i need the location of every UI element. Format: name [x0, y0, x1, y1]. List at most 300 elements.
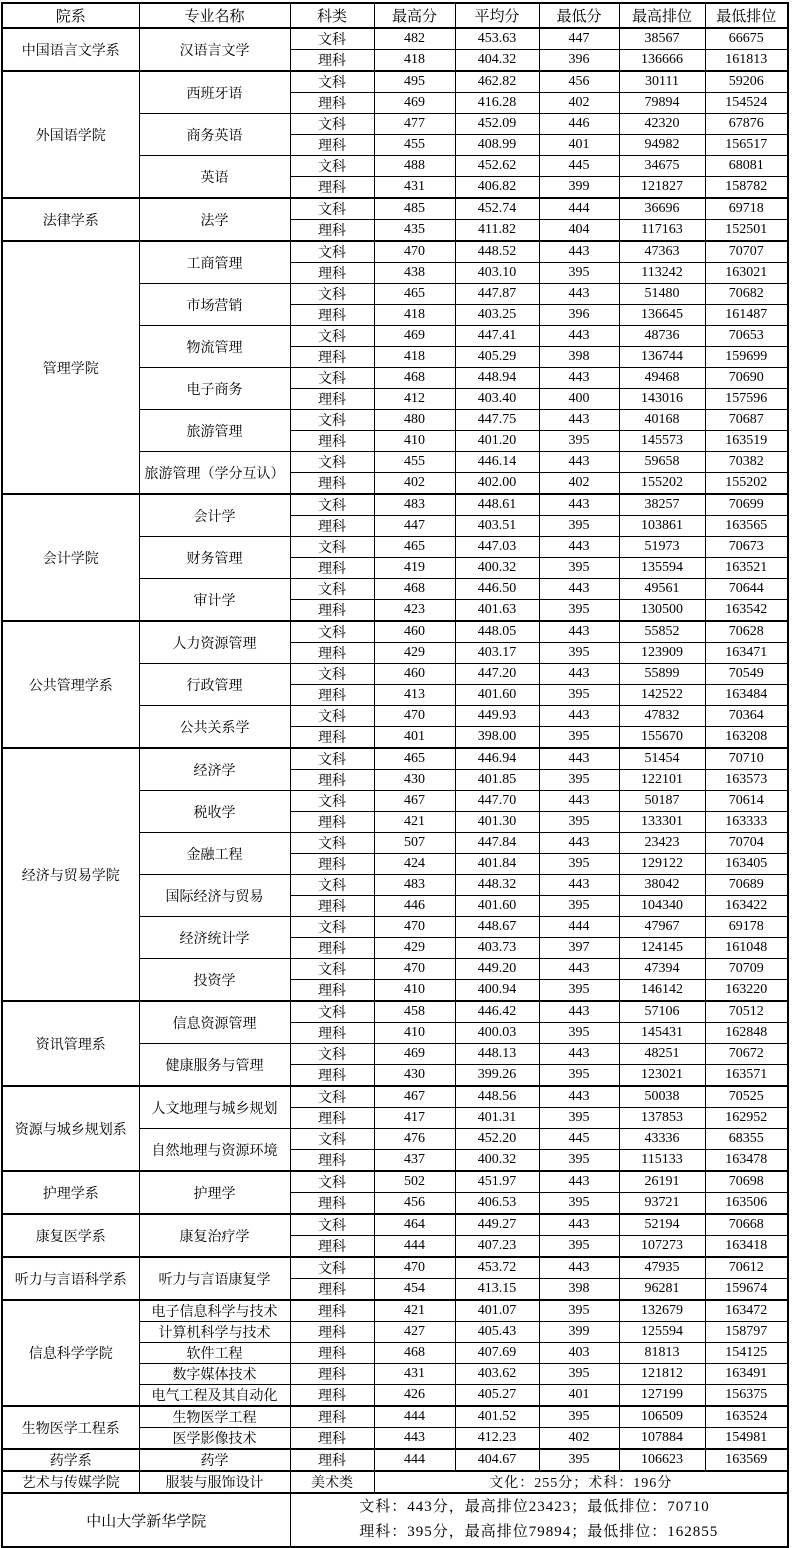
min-score-cell: 402 — [539, 473, 619, 495]
department-cell: 公共管理学系 — [2, 621, 139, 748]
major-cell: 税收学 — [139, 791, 290, 833]
max-score-cell: 470 — [374, 706, 455, 727]
max-score-cell: 426 — [374, 1385, 455, 1407]
min-rank-cell: 156517 — [705, 135, 788, 156]
max-score-cell: 468 — [374, 368, 455, 389]
max-score-cell: 424 — [374, 854, 455, 875]
major-cell: 听力与言语康复学 — [139, 1257, 290, 1300]
max-score-cell: 465 — [374, 284, 455, 305]
max-rank-cell: 26191 — [619, 1171, 705, 1193]
min-rank-cell: 163208 — [705, 727, 788, 749]
min-rank-cell: 163569 — [705, 1449, 788, 1471]
major-cell: 电子信息科学与技术 — [139, 1300, 290, 1322]
avg-score-cell: 447.03 — [455, 537, 539, 558]
avg-score-cell: 404.32 — [455, 50, 539, 72]
category-cell: 文科 — [290, 621, 374, 643]
min-score-cell: 396 — [539, 305, 619, 326]
max-rank-cell: 51480 — [619, 284, 705, 305]
max-score-cell: 456 — [374, 1193, 455, 1215]
table-row — [2, 1086, 788, 1108]
max-score-cell: 467 — [374, 1086, 455, 1108]
max-rank-cell: 136645 — [619, 305, 705, 326]
avg-score-cell: 405.43 — [455, 1322, 539, 1343]
min-rank-cell: 154981 — [705, 1428, 788, 1450]
major-cell: 英语 — [139, 156, 290, 199]
avg-score-cell: 403.10 — [455, 263, 539, 284]
major-cell: 健康服务与管理 — [139, 1044, 290, 1087]
max-rank-cell: 51454 — [619, 748, 705, 770]
category-cell: 理科 — [290, 938, 374, 959]
table-row — [2, 748, 788, 770]
major-cell: 计算机科学与技术 — [139, 1322, 290, 1343]
min-rank-cell: 163220 — [705, 980, 788, 1002]
max-score-cell: 467 — [374, 791, 455, 812]
min-rank-cell: 70673 — [705, 537, 788, 558]
column-header: 平均分 — [455, 3, 539, 28]
category-cell: 美术类 — [290, 1471, 374, 1493]
max-rank-cell: 130500 — [619, 600, 705, 622]
category-cell: 文科 — [290, 494, 374, 516]
avg-score-cell: 448.05 — [455, 621, 539, 643]
max-score-cell: 455 — [374, 135, 455, 156]
max-score-cell: 423 — [374, 600, 455, 622]
max-rank-cell: 145573 — [619, 431, 705, 452]
major-cell: 康复治疗学 — [139, 1214, 290, 1257]
major-cell: 汉语言文学 — [139, 28, 290, 71]
max-score-cell: 438 — [374, 263, 455, 284]
category-cell: 理科 — [290, 93, 374, 114]
avg-score-cell: 403.25 — [455, 305, 539, 326]
min-score-cell: 395 — [539, 516, 619, 537]
max-rank-cell: 57106 — [619, 1001, 705, 1023]
max-score-cell: 437 — [374, 1150, 455, 1172]
min-score-cell: 402 — [539, 1428, 619, 1450]
min-score-cell: 399 — [539, 1322, 619, 1343]
min-rank-cell: 70699 — [705, 494, 788, 516]
category-cell: 文科 — [290, 959, 374, 980]
category-cell: 文科 — [290, 748, 374, 770]
max-rank-cell: 107884 — [619, 1428, 705, 1450]
max-rank-cell: 47363 — [619, 241, 705, 263]
max-score-cell: 444 — [374, 1449, 455, 1471]
min-score-cell: 397 — [539, 938, 619, 959]
category-cell: 理科 — [290, 727, 374, 749]
max-score-cell: 444 — [374, 1236, 455, 1258]
table-row — [2, 494, 788, 516]
max-rank-cell: 121827 — [619, 177, 705, 199]
avg-score-cell: 447.20 — [455, 664, 539, 685]
max-score-cell: 458 — [374, 1001, 455, 1023]
max-rank-cell: 48251 — [619, 1044, 705, 1065]
min-rank-cell: 70382 — [705, 452, 788, 473]
min-score-cell: 443 — [539, 579, 619, 600]
avg-score-cell: 448.56 — [455, 1086, 539, 1108]
max-score-cell: 417 — [374, 1108, 455, 1129]
min-rank-cell: 70668 — [705, 1214, 788, 1236]
max-rank-cell: 50187 — [619, 791, 705, 812]
category-cell: 理科 — [290, 685, 374, 706]
min-rank-cell: 163471 — [705, 643, 788, 664]
category-cell: 文科 — [290, 664, 374, 685]
min-score-cell: 395 — [539, 1150, 619, 1172]
column-header: 最高排位 — [619, 3, 705, 28]
max-score-cell: 483 — [374, 875, 455, 896]
max-score-cell: 470 — [374, 241, 455, 263]
min-score-cell: 400 — [539, 389, 619, 410]
department-cell: 管理学院 — [2, 241, 139, 494]
avg-score-cell: 447.84 — [455, 833, 539, 854]
max-score-cell: 485 — [374, 198, 455, 220]
major-cell: 金融工程 — [139, 833, 290, 875]
table-row — [2, 28, 788, 50]
major-cell: 经济学 — [139, 748, 290, 791]
art-major-row — [2, 1471, 788, 1493]
min-rank-cell: 163491 — [705, 1364, 788, 1385]
min-score-cell: 443 — [539, 537, 619, 558]
category-cell: 理科 — [290, 1279, 374, 1301]
min-rank-cell: 70682 — [705, 284, 788, 305]
category-cell: 理科 — [290, 431, 374, 452]
category-cell: 理科 — [290, 1300, 374, 1322]
category-cell: 理科 — [290, 389, 374, 410]
max-score-cell: 410 — [374, 980, 455, 1002]
max-rank-cell: 125594 — [619, 1322, 705, 1343]
category-cell: 文科 — [290, 791, 374, 812]
avg-score-cell: 447.41 — [455, 326, 539, 347]
major-cell: 财务管理 — [139, 537, 290, 579]
category-cell: 理科 — [290, 896, 374, 917]
major-cell: 公共关系学 — [139, 706, 290, 749]
avg-score-cell: 448.61 — [455, 494, 539, 516]
major-cell: 医学影像技术 — [139, 1428, 290, 1450]
min-rank-cell: 70690 — [705, 368, 788, 389]
min-score-cell: 398 — [539, 347, 619, 368]
max-rank-cell: 47394 — [619, 959, 705, 980]
min-score-cell: 398 — [539, 1279, 619, 1301]
min-score-cell: 395 — [539, 980, 619, 1002]
avg-score-cell: 399.26 — [455, 1065, 539, 1087]
min-score-cell: 443 — [539, 959, 619, 980]
min-rank-cell: 159699 — [705, 347, 788, 368]
min-score-cell: 395 — [539, 1300, 619, 1322]
avg-score-cell: 403.17 — [455, 643, 539, 664]
avg-score-cell: 401.85 — [455, 770, 539, 791]
avg-score-cell: 446.94 — [455, 748, 539, 770]
avg-score-cell: 448.32 — [455, 875, 539, 896]
min-rank-cell: 163472 — [705, 1300, 788, 1322]
avg-score-cell: 401.30 — [455, 812, 539, 833]
min-score-cell: 395 — [539, 263, 619, 284]
max-score-cell: 455 — [374, 452, 455, 473]
max-rank-cell: 81813 — [619, 1343, 705, 1364]
avg-score-cell: 448.13 — [455, 1044, 539, 1065]
avg-score-cell: 401.63 — [455, 600, 539, 622]
max-score-cell: 447 — [374, 516, 455, 537]
category-cell: 文科 — [290, 1171, 374, 1193]
category-cell: 文科 — [290, 1044, 374, 1065]
avg-score-cell: 411.82 — [455, 220, 539, 242]
max-rank-cell: 121812 — [619, 1364, 705, 1385]
avg-score-cell: 446.14 — [455, 452, 539, 473]
table-header — [2, 3, 788, 28]
avg-score-cell: 447.70 — [455, 791, 539, 812]
max-rank-cell: 113242 — [619, 263, 705, 284]
min-rank-cell: 163478 — [705, 1150, 788, 1172]
max-rank-cell: 107273 — [619, 1236, 705, 1258]
min-score-cell: 395 — [539, 431, 619, 452]
min-score-cell: 402 — [539, 93, 619, 114]
category-cell: 理科 — [290, 854, 374, 875]
avg-score-cell: 403.62 — [455, 1364, 539, 1385]
min-score-cell: 395 — [539, 1193, 619, 1215]
max-rank-cell: 50038 — [619, 1086, 705, 1108]
max-rank-cell: 136744 — [619, 347, 705, 368]
max-rank-cell: 48736 — [619, 326, 705, 347]
avg-score-cell: 448.52 — [455, 241, 539, 263]
max-score-cell: 507 — [374, 833, 455, 854]
min-rank-cell: 154125 — [705, 1343, 788, 1364]
avg-score-cell: 401.60 — [455, 685, 539, 706]
min-score-cell: 443 — [539, 706, 619, 727]
min-score-cell: 395 — [539, 1406, 619, 1428]
summary-note-cell — [290, 1493, 788, 1547]
avg-score-cell: 408.99 — [455, 135, 539, 156]
max-score-cell: 477 — [374, 114, 455, 135]
avg-score-cell: 401.52 — [455, 1406, 539, 1428]
avg-score-cell: 403.73 — [455, 938, 539, 959]
avg-score-cell: 452.62 — [455, 156, 539, 177]
category-cell: 理科 — [290, 1385, 374, 1407]
min-rank-cell: 70549 — [705, 664, 788, 685]
major-cell: 投资学 — [139, 959, 290, 1002]
major-cell: 人文地理与城乡规划 — [139, 1086, 290, 1129]
major-cell: 法学 — [139, 198, 290, 241]
table-row — [2, 198, 788, 220]
avg-score-cell: 413.15 — [455, 1279, 539, 1301]
min-rank-cell: 68355 — [705, 1129, 788, 1150]
max-score-cell: 446 — [374, 896, 455, 917]
art-score-note: 文化：255分；术科：196分 — [374, 1471, 788, 1493]
table-row — [2, 241, 788, 263]
category-cell: 文科 — [290, 326, 374, 347]
avg-score-cell: 403.51 — [455, 516, 539, 537]
department-cell: 中国语言文学系 — [2, 28, 139, 71]
major-cell: 电气工程及其自动化 — [139, 1385, 290, 1407]
avg-score-cell: 404.67 — [455, 1449, 539, 1471]
summary-line: 理科：395分，最高排位79894；最低排位：162855 — [359, 1524, 719, 1540]
column-header: 院系 — [2, 3, 139, 28]
category-cell: 文科 — [290, 198, 374, 220]
major-cell: 行政管理 — [139, 664, 290, 706]
max-rank-cell: 115133 — [619, 1150, 705, 1172]
max-score-cell: 468 — [374, 579, 455, 600]
category-cell: 文科 — [290, 1086, 374, 1108]
min-score-cell: 395 — [539, 685, 619, 706]
avg-score-cell: 448.94 — [455, 368, 539, 389]
min-score-cell: 395 — [539, 1449, 619, 1471]
category-cell: 文科 — [290, 1001, 374, 1023]
major-cell: 电子商务 — [139, 368, 290, 410]
category-cell: 理科 — [290, 643, 374, 664]
min-rank-cell: 59206 — [705, 71, 788, 93]
max-rank-cell: 52194 — [619, 1214, 705, 1236]
major-cell: 自然地理与资源环境 — [139, 1129, 290, 1172]
min-rank-cell: 70612 — [705, 1257, 788, 1279]
max-rank-cell: 94982 — [619, 135, 705, 156]
max-score-cell: 483 — [374, 494, 455, 516]
department-cell: 法律学系 — [2, 198, 139, 241]
min-rank-cell: 69718 — [705, 198, 788, 220]
max-score-cell: 412 — [374, 389, 455, 410]
max-rank-cell: 129122 — [619, 854, 705, 875]
table-row — [2, 1300, 788, 1322]
min-score-cell: 399 — [539, 177, 619, 199]
min-rank-cell: 163519 — [705, 431, 788, 452]
avg-score-cell: 406.82 — [455, 177, 539, 199]
max-score-cell: 435 — [374, 220, 455, 242]
min-rank-cell: 70512 — [705, 1001, 788, 1023]
avg-score-cell: 462.82 — [455, 71, 539, 93]
min-rank-cell: 70710 — [705, 748, 788, 770]
table-row — [2, 1171, 788, 1193]
max-rank-cell: 127199 — [619, 1385, 705, 1407]
avg-score-cell: 452.09 — [455, 114, 539, 135]
min-score-cell: 443 — [539, 410, 619, 431]
table-row — [2, 71, 788, 93]
max-score-cell: 495 — [374, 71, 455, 93]
department-cell: 外国语学院 — [2, 71, 139, 198]
category-cell: 文科 — [290, 706, 374, 727]
max-score-cell: 482 — [374, 28, 455, 50]
max-rank-cell: 103861 — [619, 516, 705, 537]
min-rank-cell: 70689 — [705, 875, 788, 896]
major-cell: 软件工程 — [139, 1343, 290, 1364]
max-score-cell: 444 — [374, 1406, 455, 1428]
min-score-cell: 403 — [539, 1343, 619, 1364]
school-name-cell: 中山大学新华学院 — [2, 1493, 290, 1547]
min-rank-cell: 70709 — [705, 959, 788, 980]
min-rank-cell: 159674 — [705, 1279, 788, 1301]
min-score-cell: 395 — [539, 1108, 619, 1129]
max-rank-cell: 47935 — [619, 1257, 705, 1279]
category-cell: 文科 — [290, 875, 374, 896]
avg-score-cell: 447.75 — [455, 410, 539, 431]
min-score-cell: 443 — [539, 1001, 619, 1023]
category-cell: 文科 — [290, 1257, 374, 1279]
department-cell: 康复医学系 — [2, 1214, 139, 1257]
category-cell: 理科 — [290, 1428, 374, 1450]
category-cell: 文科 — [290, 156, 374, 177]
min-rank-cell: 163405 — [705, 854, 788, 875]
max-rank-cell: 123909 — [619, 643, 705, 664]
avg-score-cell: 402.00 — [455, 473, 539, 495]
category-cell: 文科 — [290, 833, 374, 854]
major-cell: 经济统计学 — [139, 917, 290, 959]
max-score-cell: 454 — [374, 1279, 455, 1301]
category-cell: 文科 — [290, 579, 374, 600]
category-cell: 文科 — [290, 452, 374, 473]
category-cell: 文科 — [290, 368, 374, 389]
category-cell: 文科 — [290, 1214, 374, 1236]
max-score-cell: 443 — [374, 1428, 455, 1450]
department-cell: 听力与言语科学系 — [2, 1257, 139, 1300]
category-cell: 理科 — [290, 473, 374, 495]
min-rank-cell: 163573 — [705, 770, 788, 791]
department-cell: 信息科学学院 — [2, 1300, 139, 1406]
min-score-cell: 443 — [539, 621, 619, 643]
min-rank-cell: 70704 — [705, 833, 788, 854]
category-cell: 理科 — [290, 1065, 374, 1087]
min-rank-cell: 70707 — [705, 241, 788, 263]
table-row — [2, 1449, 788, 1471]
max-rank-cell: 43336 — [619, 1129, 705, 1150]
min-rank-cell: 70614 — [705, 791, 788, 812]
min-score-cell: 395 — [539, 1023, 619, 1044]
min-score-cell: 395 — [539, 1065, 619, 1087]
category-cell: 文科 — [290, 1129, 374, 1150]
max-rank-cell: 79894 — [619, 93, 705, 114]
max-rank-cell: 106623 — [619, 1449, 705, 1471]
max-rank-cell: 30111 — [619, 71, 705, 93]
avg-score-cell: 401.20 — [455, 431, 539, 452]
category-cell: 文科 — [290, 241, 374, 263]
min-rank-cell: 161813 — [705, 50, 788, 72]
max-rank-cell: 136666 — [619, 50, 705, 72]
min-rank-cell: 67876 — [705, 114, 788, 135]
min-score-cell: 443 — [539, 748, 619, 770]
max-rank-cell: 38042 — [619, 875, 705, 896]
max-rank-cell: 155670 — [619, 727, 705, 749]
min-score-cell: 443 — [539, 1171, 619, 1193]
min-rank-cell: 154524 — [705, 93, 788, 114]
min-rank-cell: 161048 — [705, 938, 788, 959]
category-cell: 理科 — [290, 1150, 374, 1172]
category-cell: 文科 — [290, 537, 374, 558]
max-score-cell: 470 — [374, 917, 455, 938]
min-score-cell: 401 — [539, 135, 619, 156]
max-rank-cell: 145431 — [619, 1023, 705, 1044]
major-cell: 旅游管理（学分互认） — [139, 452, 290, 495]
min-rank-cell: 68081 — [705, 156, 788, 177]
min-score-cell: 443 — [539, 833, 619, 854]
max-score-cell: 431 — [374, 177, 455, 199]
max-rank-cell: 135594 — [619, 558, 705, 579]
min-rank-cell: 69178 — [705, 917, 788, 938]
avg-score-cell: 401.31 — [455, 1108, 539, 1129]
max-rank-cell: 117163 — [619, 220, 705, 242]
summary-line: 文科：443分，最高排位23423；最低排位：70710 — [359, 1499, 710, 1515]
max-rank-cell: 106509 — [619, 1406, 705, 1428]
department-cell: 会计学院 — [2, 494, 139, 621]
min-rank-cell: 163506 — [705, 1193, 788, 1215]
category-cell: 理科 — [290, 1449, 374, 1471]
major-cell: 生物医学工程 — [139, 1406, 290, 1428]
min-score-cell: 395 — [539, 727, 619, 749]
major-cell: 商务英语 — [139, 114, 290, 156]
department-cell: 艺术与传媒学院 — [2, 1471, 139, 1493]
max-score-cell: 476 — [374, 1129, 455, 1150]
max-score-cell: 430 — [374, 770, 455, 791]
major-cell: 物流管理 — [139, 326, 290, 368]
max-rank-cell: 123021 — [619, 1065, 705, 1087]
summary-lines — [359, 1495, 718, 1545]
category-cell: 理科 — [290, 135, 374, 156]
max-score-cell: 470 — [374, 959, 455, 980]
max-rank-cell: 42320 — [619, 114, 705, 135]
avg-score-cell: 400.32 — [455, 1150, 539, 1172]
min-score-cell: 443 — [539, 875, 619, 896]
min-score-cell: 443 — [539, 241, 619, 263]
